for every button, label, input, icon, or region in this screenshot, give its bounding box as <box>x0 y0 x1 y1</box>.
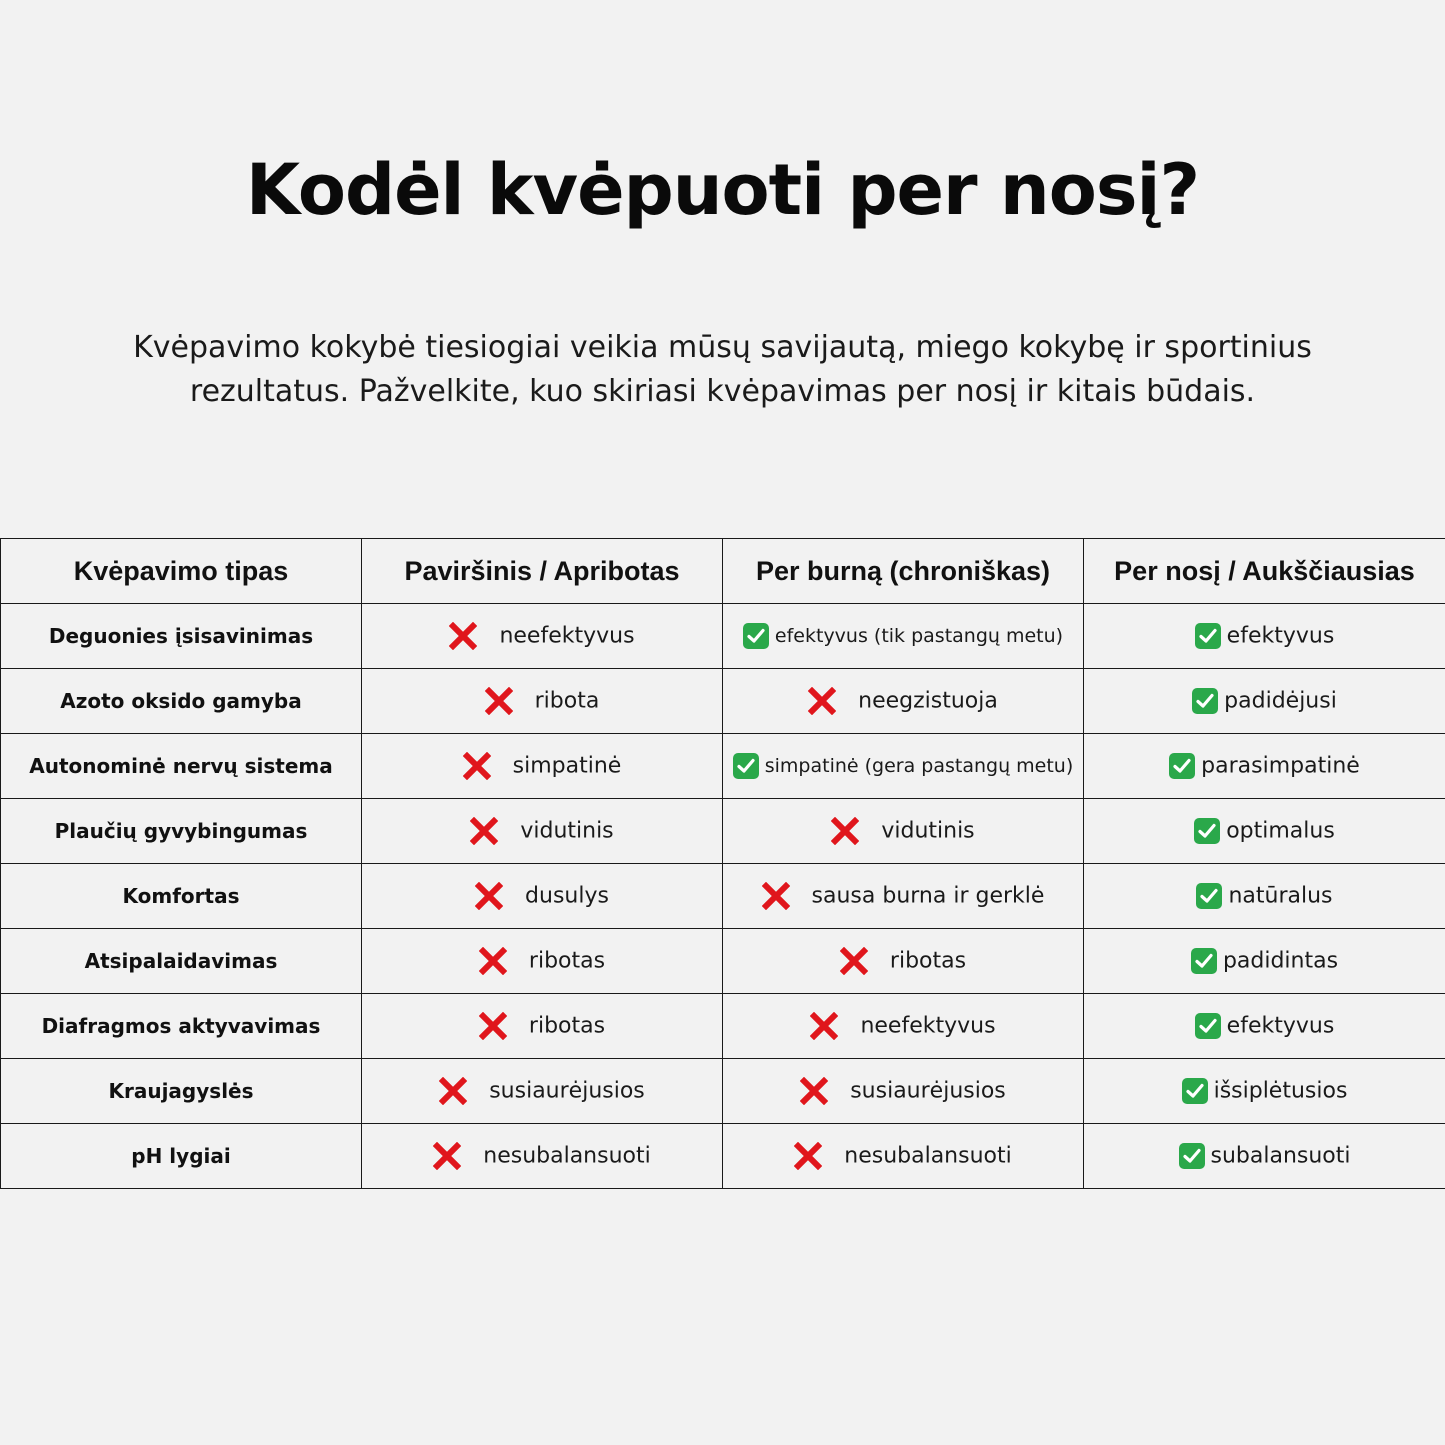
table-cell <box>1084 734 1445 799</box>
cross-icon <box>479 1012 517 1040</box>
row-label: Azoto oksido gamyba <box>1 669 362 734</box>
check-icon <box>1191 948 1217 974</box>
check-icon <box>1192 688 1218 714</box>
table-cell <box>1084 994 1445 1059</box>
table-cell <box>723 1059 1084 1124</box>
cell-text: išsiplėtusios <box>1213 1078 1348 1104</box>
check-icon <box>743 623 769 649</box>
cell-text: simpatinė <box>512 753 622 779</box>
cell-text: nesubalansuoti <box>844 1143 1012 1169</box>
cross-icon <box>840 947 878 975</box>
row-label: Autonominė nervų sistema <box>1 734 362 799</box>
table-cell <box>723 994 1084 1059</box>
table-header-row <box>1 539 1445 604</box>
check-icon <box>1182 1078 1208 1104</box>
cell-text: neefektyvus <box>860 1013 996 1039</box>
cell-text: sausa burna ir gerklė <box>811 883 1045 909</box>
row-label: Plaučių gyvybingumas <box>1 799 362 864</box>
cross-icon <box>762 882 800 910</box>
table-cell <box>362 734 723 799</box>
cell-text: simpatinė (gera pastangų metu) <box>764 755 1074 777</box>
table-row <box>1 734 1445 799</box>
cell-text: optimalus <box>1226 818 1335 844</box>
check-icon <box>1195 623 1221 649</box>
row-label: Deguonies įsisavinimas <box>1 604 362 669</box>
table-cell <box>723 864 1084 929</box>
table-cell <box>362 1124 723 1189</box>
header-nose: Per nosį / Aukščiausias <box>1084 539 1445 604</box>
table-cell <box>1084 929 1445 994</box>
comparison-table <box>0 538 1445 1189</box>
table-cell <box>1084 1124 1445 1189</box>
table-cell <box>723 669 1084 734</box>
cell-text: parasimpatinė <box>1201 753 1360 779</box>
page-title: Kodėl kvėpuoti per nosį? <box>245 149 1200 231</box>
cross-icon <box>433 1142 471 1170</box>
cell-text: neefektyvus <box>499 623 635 649</box>
table-row <box>1 994 1445 1059</box>
cross-icon <box>475 882 513 910</box>
table-row <box>1 929 1445 994</box>
cross-icon <box>479 947 517 975</box>
check-icon <box>1169 753 1195 779</box>
cell-text: efektyvus <box>1226 1013 1335 1039</box>
table-cell <box>362 604 723 669</box>
cross-icon <box>810 1012 848 1040</box>
cell-text: susiaurėjusios <box>489 1078 645 1104</box>
cell-text: vidutinis <box>881 818 975 844</box>
row-label: Komfortas <box>1 864 362 929</box>
cross-icon <box>794 1142 832 1170</box>
cell-text: ribota <box>534 688 600 714</box>
row-label: Diafragmos aktyvavimas <box>1 994 362 1059</box>
check-icon <box>733 753 759 779</box>
table-row <box>1 669 1445 734</box>
cell-text: neegzistuoja <box>858 688 998 714</box>
cell-text: dusulys <box>525 883 609 909</box>
table-row <box>1 1059 1445 1124</box>
table-cell <box>723 929 1084 994</box>
cross-icon <box>800 1077 838 1105</box>
table-cell <box>723 799 1084 864</box>
cell-text: susiaurėjusios <box>850 1078 1006 1104</box>
row-label: pH lygiai <box>1 1124 362 1189</box>
cross-icon <box>470 817 508 845</box>
check-icon <box>1196 883 1222 909</box>
table-cell <box>1084 604 1445 669</box>
header-shallow: Paviršinis / Apribotas <box>362 539 723 604</box>
table-cell <box>723 1124 1084 1189</box>
header-mouth: Per burną (chroniškas) <box>723 539 1084 604</box>
table-cell <box>723 734 1084 799</box>
cross-icon <box>831 817 869 845</box>
table-row <box>1 1124 1445 1189</box>
cell-text: padidintas <box>1222 948 1339 974</box>
table-cell <box>362 669 723 734</box>
table-row <box>1 799 1445 864</box>
table-cell <box>362 929 723 994</box>
cell-text: ribotas <box>528 948 606 974</box>
cell-text: efektyvus (tik pastangų metu) <box>774 625 1064 647</box>
check-icon <box>1179 1143 1205 1169</box>
table-row <box>1 864 1445 929</box>
check-icon <box>1194 818 1220 844</box>
cell-text: vidutinis <box>520 818 614 844</box>
table-row <box>1 604 1445 669</box>
cross-icon <box>449 622 487 650</box>
cross-icon <box>463 752 501 780</box>
header-breathing-type: Kvėpavimo tipas <box>1 539 362 604</box>
table-cell <box>362 994 723 1059</box>
table-cell <box>362 864 723 929</box>
cell-text: padidėjusi <box>1224 688 1337 714</box>
check-icon <box>1195 1013 1221 1039</box>
cell-text: nesubalansuoti <box>483 1143 651 1169</box>
cross-icon <box>485 687 523 715</box>
cell-text: subalansuoti <box>1210 1143 1351 1169</box>
cell-text: efektyvus <box>1226 623 1335 649</box>
table-cell <box>1084 669 1445 734</box>
cross-icon <box>439 1077 477 1105</box>
cell-text: natūralus <box>1228 883 1333 909</box>
table-cell <box>362 799 723 864</box>
row-label: Kraujagyslės <box>1 1059 362 1124</box>
table-cell <box>1084 799 1445 864</box>
cell-text: ribotas <box>528 1013 606 1039</box>
intro-paragraph: Kvėpavimo kokybė tiesiogiai veikia mūsų savijautą, miego kokybę ir sportinius rezultatus. Pažvelkite, kuo skiriasi kvėpavimas per nosį ir kitais būdais. <box>133 330 1312 409</box>
cell-text: ribotas <box>889 948 967 974</box>
table-cell <box>1084 1059 1445 1124</box>
table-cell <box>723 604 1084 669</box>
table-cell <box>1084 864 1445 929</box>
row-label: Atsipalaidavimas <box>1 929 362 994</box>
table-cell <box>362 1059 723 1124</box>
cross-icon <box>808 687 846 715</box>
